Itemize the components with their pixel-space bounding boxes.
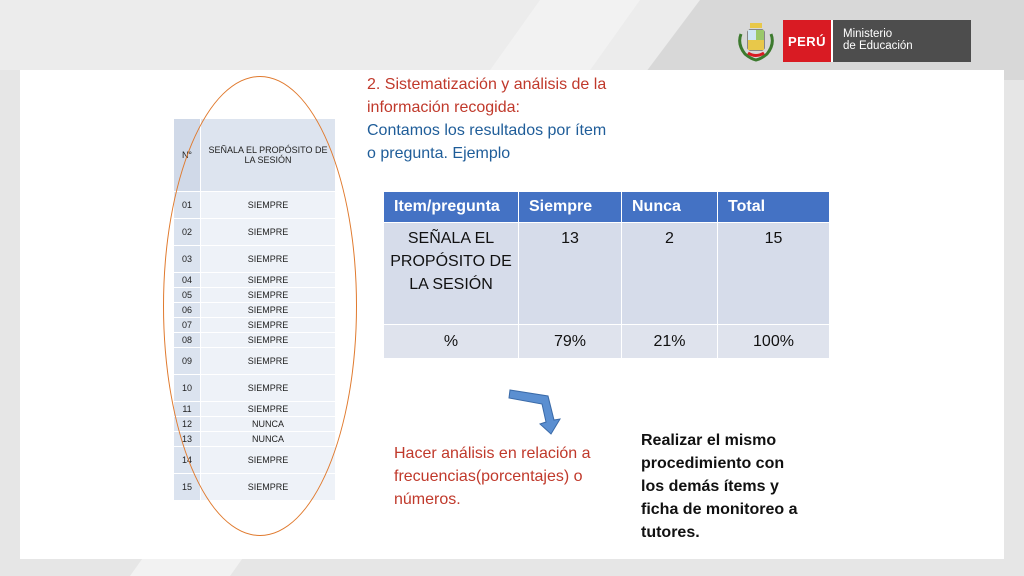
row-number: 01 bbox=[174, 192, 201, 219]
row-answer: SIEMPRE bbox=[201, 219, 336, 246]
row-number: 15 bbox=[174, 474, 201, 501]
analysis-note: Hacer análisis en relación a frecuencias(porcentajes) o números. bbox=[394, 445, 591, 508]
row-number: 11 bbox=[174, 402, 201, 417]
cell-percent-label: % bbox=[384, 325, 519, 359]
cell-percent-siempre: 79% bbox=[519, 325, 622, 359]
header-total: Total bbox=[718, 192, 830, 223]
results-row-percent bbox=[384, 325, 830, 359]
row-number: 02 bbox=[174, 219, 201, 246]
row-number: 07 bbox=[174, 318, 201, 333]
cell-percent-total: 100% bbox=[718, 325, 830, 359]
row-number: 09 bbox=[174, 348, 201, 375]
row-answer: SIEMPRE bbox=[201, 375, 336, 402]
results-table bbox=[383, 191, 830, 359]
row-answer: SIEMPRE bbox=[201, 447, 336, 474]
peru-coat-of-arms-icon bbox=[735, 20, 777, 62]
row-answer: SIEMPRE bbox=[201, 303, 336, 318]
row-answer: SIEMPRE bbox=[201, 474, 336, 501]
header-number: N° bbox=[174, 119, 201, 192]
cell-total: 15 bbox=[718, 223, 830, 325]
country-label: PERÚ bbox=[783, 20, 831, 62]
header-siempre: Siempre bbox=[519, 192, 622, 223]
results-header-row bbox=[384, 192, 830, 223]
row-number: 10 bbox=[174, 375, 201, 402]
header-item-pregunta: Item/pregunta bbox=[384, 192, 519, 223]
row-number: 05 bbox=[174, 288, 201, 303]
highlight-oval bbox=[163, 76, 357, 536]
section-title bbox=[367, 73, 607, 165]
ministry-logo bbox=[735, 20, 971, 62]
cell-nunca: 2 bbox=[622, 223, 718, 325]
row-answer: SIEMPRE bbox=[201, 348, 336, 375]
ministry-line-1: Ministerio bbox=[843, 28, 893, 40]
row-answer: SIEMPRE bbox=[201, 318, 336, 333]
row-number: 06 bbox=[174, 303, 201, 318]
header-nunca: Nunca bbox=[622, 192, 718, 223]
row-number: 03 bbox=[174, 246, 201, 273]
header-item: SEÑALA EL PROPÓSITO DE LA SESIÓN bbox=[201, 119, 336, 192]
row-answer: SIEMPRE bbox=[201, 333, 336, 348]
cell-percent-nunca: 21% bbox=[622, 325, 718, 359]
ministry-line-2: de Educación bbox=[843, 40, 913, 52]
title-red-text: 2. Sistematización y análisis de la información recogida: bbox=[367, 76, 607, 116]
row-answer: NUNCA bbox=[201, 432, 336, 447]
row-answer: NUNCA bbox=[201, 417, 336, 432]
row-answer: SIEMPRE bbox=[201, 192, 336, 219]
bent-arrow-icon bbox=[506, 386, 566, 438]
row-number: 12 bbox=[174, 417, 201, 432]
row-number: 13 bbox=[174, 432, 201, 447]
cell-siempre: 13 bbox=[519, 223, 622, 325]
row-number: 14 bbox=[174, 447, 201, 474]
procedure-note: Realizar el mismo procedimiento con los demás ítems y ficha de monitoreo a tutores. bbox=[641, 432, 798, 541]
row-answer: SIEMPRE bbox=[201, 246, 336, 273]
row-answer: SIEMPRE bbox=[201, 273, 336, 288]
results-row-counts bbox=[384, 223, 830, 325]
title-blue-text: Contamos los resultados por ítem o pregunta. Ejemplo bbox=[367, 122, 607, 162]
row-number: 04 bbox=[174, 273, 201, 288]
cell-item: SEÑALA EL PROPÓSITO DE LA SESIÓN bbox=[384, 223, 519, 325]
ministry-name bbox=[833, 20, 971, 62]
row-answer: SIEMPRE bbox=[201, 402, 336, 417]
row-number: 08 bbox=[174, 333, 201, 348]
row-answer: SIEMPRE bbox=[201, 288, 336, 303]
